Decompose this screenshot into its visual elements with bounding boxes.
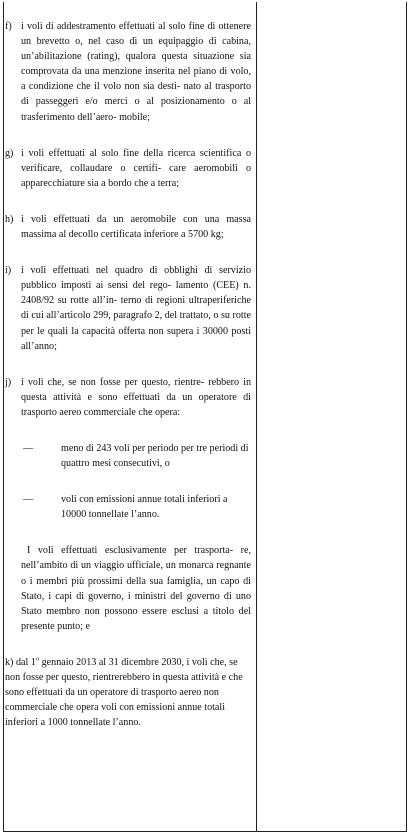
item-i-label: i) [5, 265, 12, 277]
item-g-label: g) [5, 147, 14, 159]
item-j [5, 375, 251, 420]
item-i-text: i voli effettuati nel quadro di obblighi di servizio pubblico imposti ai sensi del rego- lamento (CEE) n. 2408/92 su rotte all’in- terno di regioni ultraperiferiche di cui all’articolo 299, paragrafo 2, del trattato, o su rotte per le quali la capacità offerta non supera i 30000 posti all’anno; [21, 265, 251, 352]
item-j-label: j) [5, 376, 12, 388]
column-divider [256, 2, 257, 832]
item-k-text-2: gennaio 2013 al 31 dicembre 2030, i voli che, se non fosse per questo, rientrerebbero in questa attività e che sono effettuati da un operatore di trasporto aereo non commerciale che opera voli con emissioni annue totali inferiori a 1000 tonnellate l’anno. [5, 656, 243, 729]
item-j-dash-1-text: meno di 243 voli per periodo per tre periodi di quattro mesi consecutivi, o [61, 442, 249, 470]
item-i [5, 263, 251, 354]
item-f [5, 19, 251, 125]
item-k [5, 655, 251, 730]
item-h-text: i voli effettuati da un aeromobile con una massa massima al decollo certificata inferiore a 5700 kg; [21, 213, 251, 241]
item-j-dash-2-text: voli con emissioni annue totali inferiori a 10000 tonnellate l’anno. [61, 494, 228, 521]
item-f-label: f) [5, 21, 12, 32]
item-k-sup: o [35, 655, 40, 663]
item-h [5, 212, 251, 242]
item-j-dash-1 [21, 441, 251, 471]
item-k-text-1: dal 1 [15, 656, 36, 668]
dash-mark: — [23, 494, 34, 506]
item-h-label: h) [5, 213, 14, 225]
item-j-text: i voli che, se non fosse per questo, rientre- rebbero in questa attività e sono effettuati da un operatore di trasporto aereo commerciale che opera: [21, 376, 251, 418]
item-g-text: i voli effettuati al solo fine della ricerca scientifica o verificare, collaudare o certifi- care aeromobili o apparecchiature sia a bordo che a terra; [21, 147, 251, 189]
left-column [5, 19, 251, 730]
dash-mark: — [23, 442, 34, 454]
item-j-dash-2 [21, 492, 251, 522]
item-g [5, 146, 251, 191]
item-f-text: i voli di addestramento effettuati al solo fine di ottenere un brevetto o, nel caso di un equipaggio di cabina, un’abilitazione (rating), qualora questa situazione sia comprovata da una menzione inserita nel piano di volo, a condizione che il volo non sia desti- nato al trasporto di passeggeri e/o merci o al posizionamento o al trasferimento dell’aero- mobile; [21, 21, 251, 123]
item-k-label: k) [5, 656, 14, 668]
item-j-paragraph: I voli effettuati esclusivamente per trasporta- re, nell’ambito di un viaggio ufficiale, un monarca regnante o i membri più prossimi della sua famiglia, un capo di Stato, i capi di governo, i ministri del governo di uno Stato membro non possono essere esclusi a titolo del presente punto; e [21, 545, 251, 632]
